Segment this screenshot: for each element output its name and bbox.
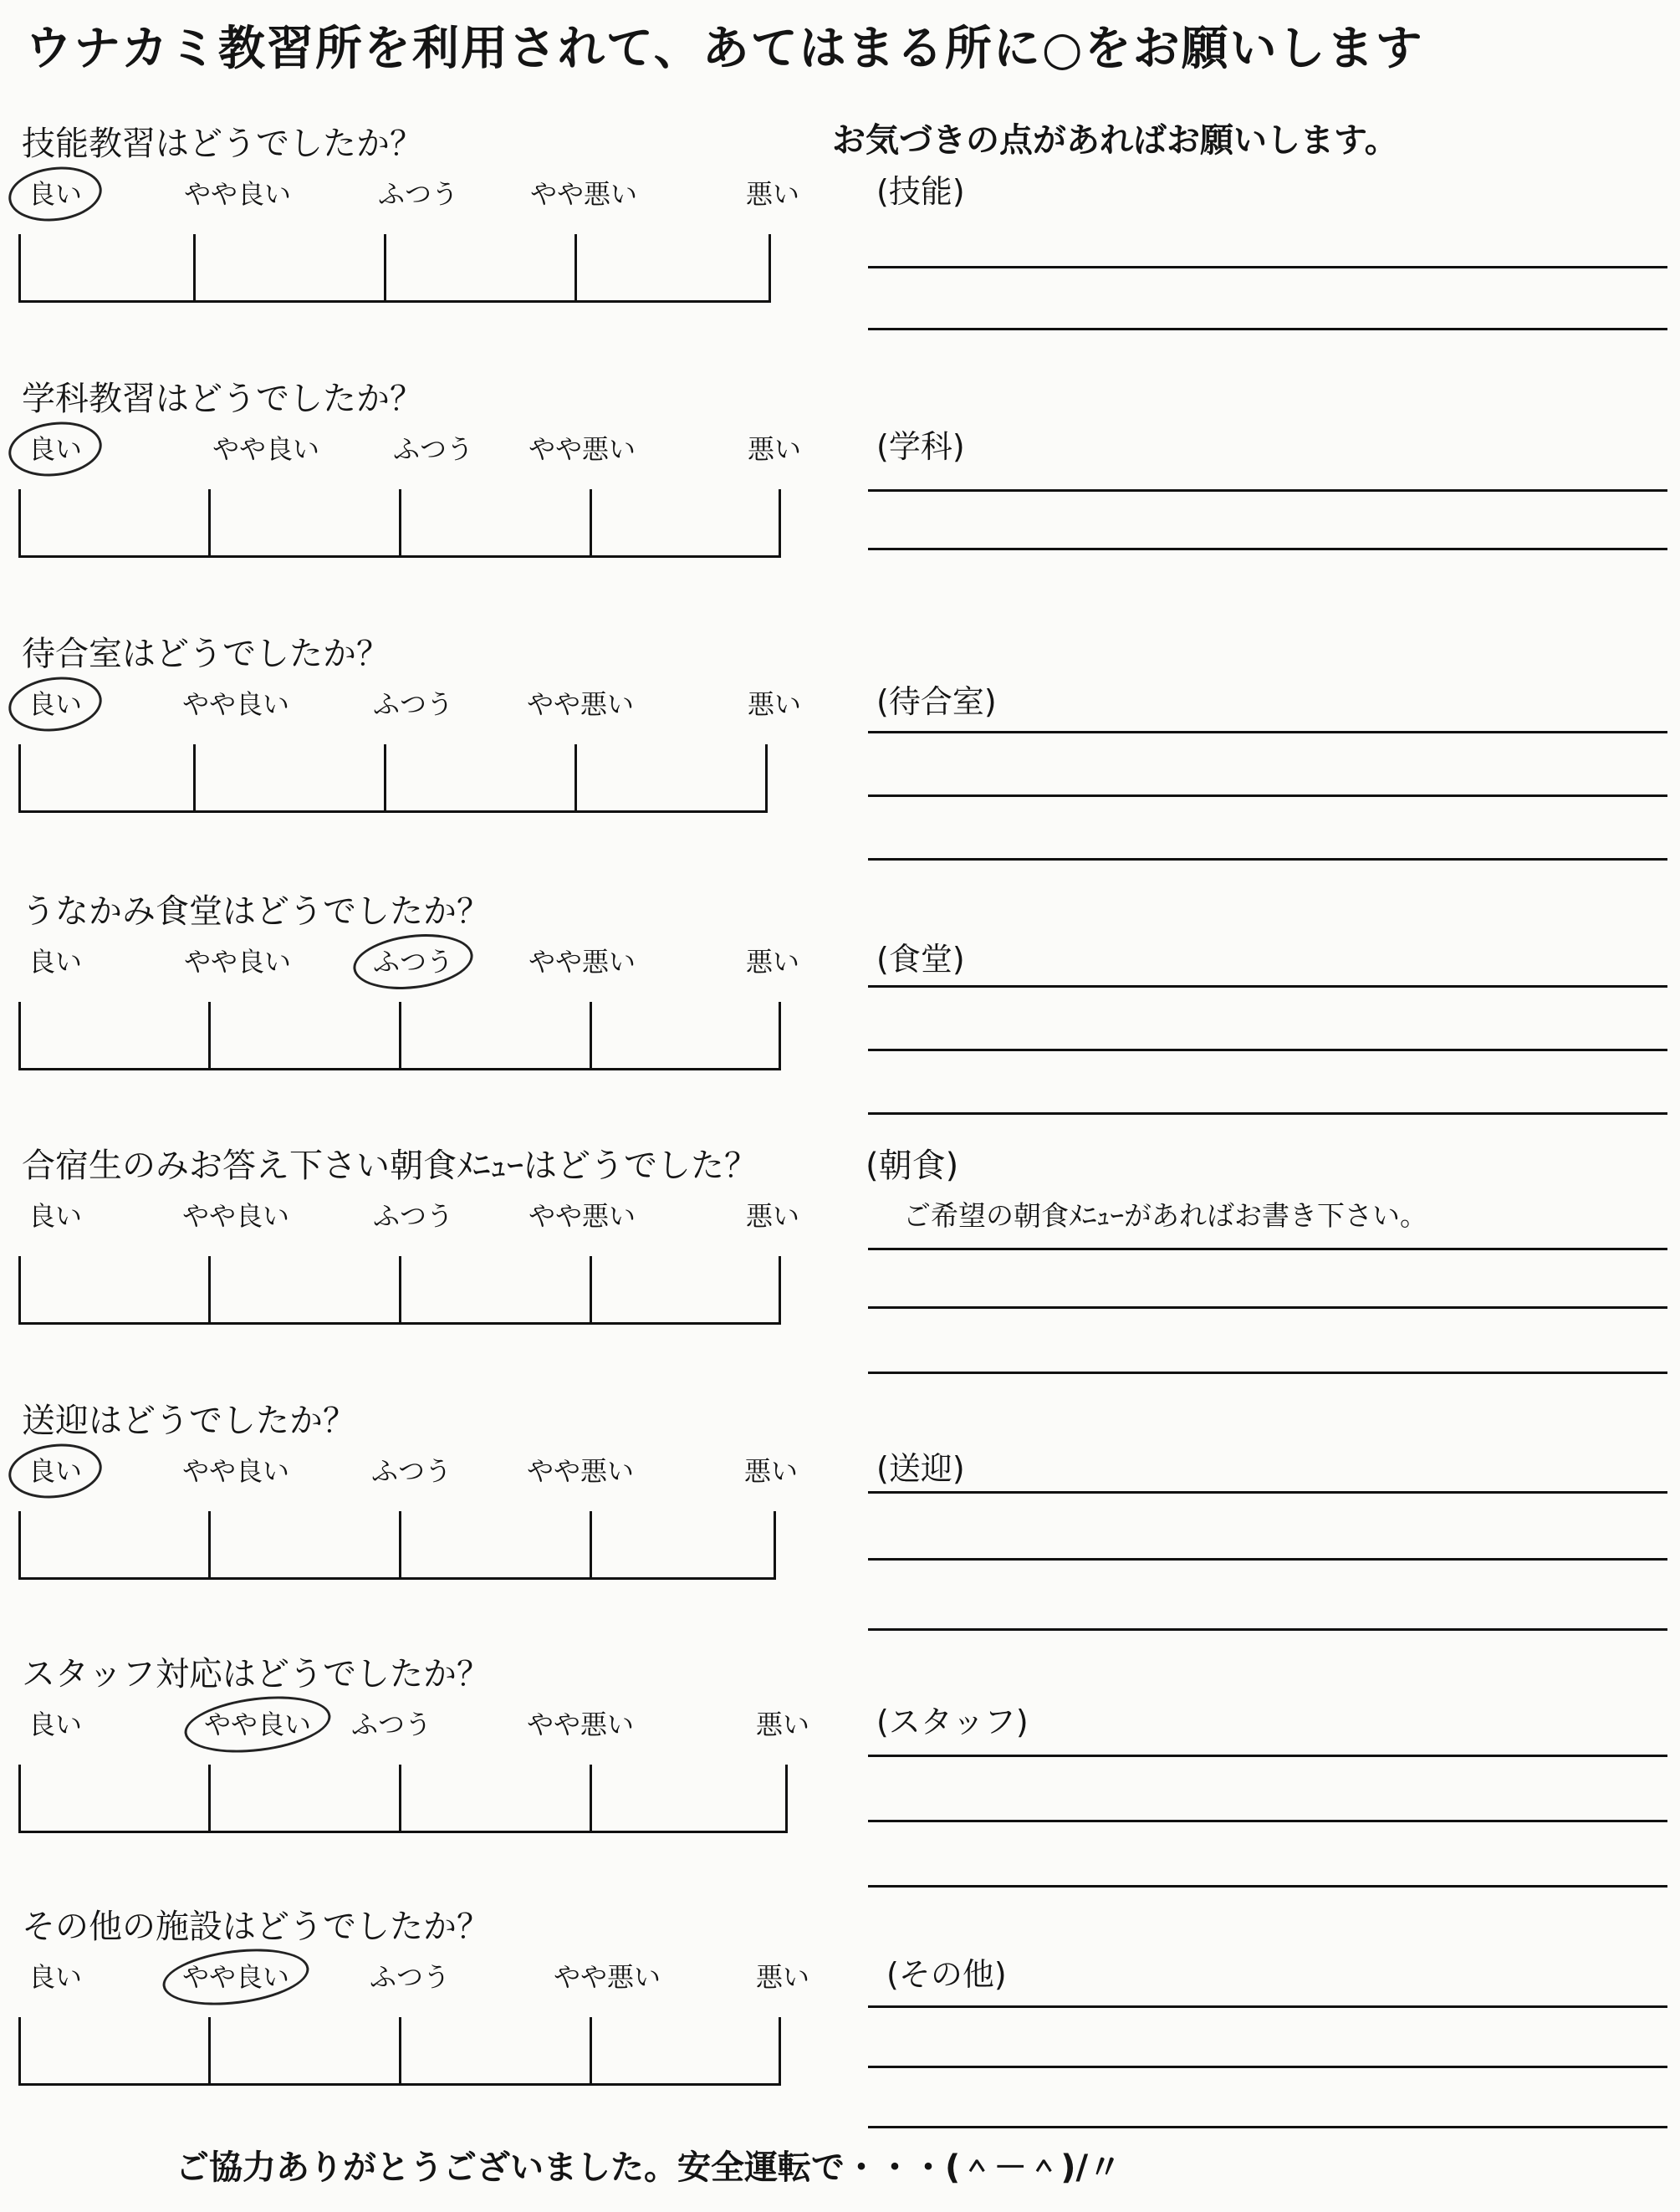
comment-line[interactable] bbox=[868, 1248, 1667, 1250]
option-average[interactable]: ふつう bbox=[370, 1961, 451, 1993]
form-title: ウナカミ教習所を利用されて、あてはまる所に○をお願いします bbox=[25, 21, 1424, 76]
survey-section-cafeteria bbox=[0, 885, 1680, 1136]
option-good[interactable]: 良い bbox=[28, 1709, 83, 1740]
rating-ruler bbox=[18, 1256, 781, 1325]
option-good[interactable]: 良い bbox=[28, 1449, 82, 1493]
option-bad[interactable]: 悪い bbox=[756, 1709, 810, 1740]
ruler-tick bbox=[208, 2017, 211, 2083]
option-average[interactable]: ふつう bbox=[373, 1200, 454, 1232]
ruler-tick bbox=[590, 2017, 592, 2083]
ruler-tick bbox=[208, 489, 211, 555]
rating-ruler bbox=[18, 744, 768, 813]
ruler-tick bbox=[590, 1256, 592, 1322]
question-title: 学科教習はどうでしたか？ bbox=[22, 380, 423, 418]
option-fairly-bad[interactable]: やや悪い bbox=[527, 1709, 635, 1740]
comment-line[interactable] bbox=[868, 1628, 1667, 1631]
option-fairly-good[interactable]: やや良い bbox=[184, 946, 292, 978]
survey-section-classroom bbox=[0, 372, 1680, 623]
comment-line[interactable] bbox=[868, 731, 1667, 733]
option-fairly-bad[interactable]: やや悪い bbox=[527, 1455, 635, 1487]
ruler-tick bbox=[590, 489, 592, 555]
option-fairly-bad[interactable]: やや悪い bbox=[529, 946, 636, 978]
option-bad[interactable]: 悪い bbox=[746, 1200, 800, 1232]
option-bad[interactable]: 悪い bbox=[756, 1961, 810, 1993]
rating-ruler bbox=[18, 1765, 788, 1833]
survey-section-other-facilities bbox=[0, 1900, 1680, 2151]
survey-section-waiting-room bbox=[0, 627, 1680, 878]
option-fairly-good[interactable]: やや良い bbox=[182, 1200, 290, 1232]
question-title: 合宿生のみお答え下さい朝食ﾒﾆｭｰはどうでした？ bbox=[22, 1147, 758, 1185]
comment-line[interactable] bbox=[868, 2005, 1667, 2008]
option-fairly-good[interactable]: やや良い bbox=[184, 178, 292, 210]
comment-line[interactable] bbox=[868, 1885, 1667, 1888]
comment-label: (食堂) bbox=[876, 941, 965, 978]
comment-line[interactable] bbox=[868, 1112, 1667, 1115]
rating-scale bbox=[18, 682, 821, 825]
rating-scale bbox=[18, 1703, 821, 1845]
comment-label: (送迎) bbox=[876, 1450, 965, 1487]
comment-label: (学科) bbox=[876, 428, 965, 465]
option-good[interactable]: 良い bbox=[28, 946, 83, 978]
rating-ruler bbox=[18, 1002, 781, 1070]
ruler-tick bbox=[399, 1511, 401, 1577]
option-fairly-good[interactable]: やや良い bbox=[182, 1455, 290, 1487]
option-fairly-bad[interactable]: やや悪い bbox=[529, 1200, 636, 1232]
option-bad[interactable]: 悪い bbox=[748, 433, 802, 465]
ruler-tick bbox=[193, 234, 196, 300]
comment-heading: お気づきの点があればお願いします。 bbox=[832, 121, 1398, 160]
ruler-tick bbox=[574, 744, 577, 810]
option-fairly-good[interactable]: やや良い bbox=[204, 1703, 311, 1746]
option-fairly-good[interactable]: やや良い bbox=[182, 688, 290, 720]
ruler-tick bbox=[208, 1256, 211, 1322]
question-title: うなかみ食堂はどうでしたか？ bbox=[22, 892, 490, 931]
ruler-tick bbox=[590, 1002, 592, 1068]
comment-line[interactable] bbox=[868, 858, 1667, 861]
rating-scale bbox=[18, 427, 821, 570]
comment-label: (技能) bbox=[876, 173, 965, 210]
comment-line[interactable] bbox=[868, 548, 1667, 550]
survey-section-staff bbox=[0, 1648, 1680, 1898]
survey-section-skill bbox=[0, 117, 1680, 368]
option-average[interactable]: ふつう bbox=[371, 1455, 452, 1487]
comment-line[interactable] bbox=[868, 328, 1667, 330]
option-fairly-bad[interactable]: やや悪い bbox=[554, 1961, 661, 1993]
option-fairly-bad[interactable]: やや悪い bbox=[527, 688, 635, 720]
rating-ruler bbox=[18, 1511, 776, 1580]
survey-section-breakfast bbox=[0, 1139, 1680, 1390]
comment-line[interactable] bbox=[868, 1372, 1667, 1374]
comment-line[interactable] bbox=[868, 2066, 1667, 2068]
comment-line[interactable] bbox=[868, 794, 1667, 797]
ruler-tick bbox=[574, 234, 577, 300]
ruler-tick bbox=[590, 1765, 592, 1831]
option-average[interactable]: ふつう bbox=[378, 178, 459, 210]
option-fairly-good[interactable]: やや良い bbox=[182, 1955, 289, 1999]
option-bad[interactable]: 悪い bbox=[746, 946, 800, 978]
option-good[interactable]: 良い bbox=[28, 1200, 83, 1232]
option-average[interactable]: ふつう bbox=[373, 688, 454, 720]
comment-line[interactable] bbox=[868, 489, 1667, 492]
ruler-tick bbox=[208, 1765, 211, 1831]
ruler-tick bbox=[399, 489, 401, 555]
rating-scale bbox=[18, 1449, 821, 1591]
ruler-tick bbox=[384, 234, 386, 300]
comment-line[interactable] bbox=[868, 2126, 1667, 2128]
ruler-tick bbox=[399, 1002, 401, 1068]
question-title: スタッフ対応はどうでしたか？ bbox=[22, 1655, 490, 1693]
comment-line[interactable] bbox=[868, 1558, 1667, 1561]
rating-scale bbox=[18, 940, 821, 1082]
ruler-tick bbox=[399, 1765, 401, 1831]
comment-label: (待合室) bbox=[876, 683, 997, 720]
question-title: 待合室はどうでしたか？ bbox=[22, 635, 390, 673]
rating-ruler bbox=[18, 234, 771, 303]
ruler-tick bbox=[208, 1511, 211, 1577]
comment-line[interactable] bbox=[868, 1306, 1667, 1309]
ruler-tick bbox=[384, 744, 386, 810]
question-title: 技能教習はどうでしたか？ bbox=[22, 125, 423, 163]
option-fairly-bad[interactable]: やや悪い bbox=[530, 178, 638, 210]
rating-ruler bbox=[18, 489, 781, 558]
ruler-tick bbox=[399, 1256, 401, 1322]
ruler-tick bbox=[590, 1511, 592, 1577]
option-good[interactable]: 良い bbox=[28, 427, 82, 471]
ruler-tick bbox=[193, 744, 196, 810]
option-good[interactable]: 良い bbox=[28, 682, 82, 726]
option-bad[interactable]: 悪い bbox=[748, 688, 802, 720]
breakfast-label: (朝食) bbox=[866, 1147, 959, 1185]
question-title: その他の施設はどうでしたか？ bbox=[22, 1908, 490, 1946]
ruler-tick bbox=[208, 1002, 211, 1068]
comment-label: (スタッフ) bbox=[876, 1704, 1029, 1740]
ruler-tick bbox=[399, 2017, 401, 2083]
option-fairly-bad[interactable]: やや悪い bbox=[529, 433, 636, 465]
rating-scale bbox=[18, 172, 821, 314]
comment-line[interactable] bbox=[868, 1491, 1667, 1494]
comment-line[interactable] bbox=[868, 1820, 1667, 1822]
rating-ruler bbox=[18, 2017, 781, 2086]
comment-line[interactable] bbox=[868, 266, 1667, 268]
option-average[interactable]: ふつう bbox=[393, 433, 474, 465]
option-good[interactable]: 良い bbox=[28, 1961, 83, 1993]
comment-line[interactable] bbox=[868, 1049, 1667, 1051]
option-average[interactable]: ふつう bbox=[373, 940, 453, 983]
option-bad[interactable]: 悪い bbox=[744, 1455, 799, 1487]
comment-line[interactable] bbox=[868, 985, 1667, 988]
rating-scale bbox=[18, 1955, 821, 2097]
comment-label: (その他) bbox=[886, 1956, 1007, 1993]
comment-line[interactable] bbox=[868, 1755, 1667, 1757]
option-average[interactable]: ふつう bbox=[351, 1709, 432, 1740]
option-good[interactable]: 良い bbox=[28, 172, 82, 216]
survey-section-shuttle bbox=[0, 1394, 1680, 1645]
question-title: 送迎はどうでしたか？ bbox=[22, 1402, 356, 1440]
breakfast-request-label: ご希望の朝食ﾒﾆｭｰがあればお書き下さい。 bbox=[903, 1199, 1427, 1232]
option-fairly-good[interactable]: やや良い bbox=[212, 433, 320, 465]
rating-scale bbox=[18, 1194, 821, 1336]
footer-thanks: ご協力ありがとうございました。安全運転で・・・(＾－＾)/〃 bbox=[176, 2148, 1122, 2187]
option-bad[interactable]: 悪い bbox=[746, 178, 800, 210]
